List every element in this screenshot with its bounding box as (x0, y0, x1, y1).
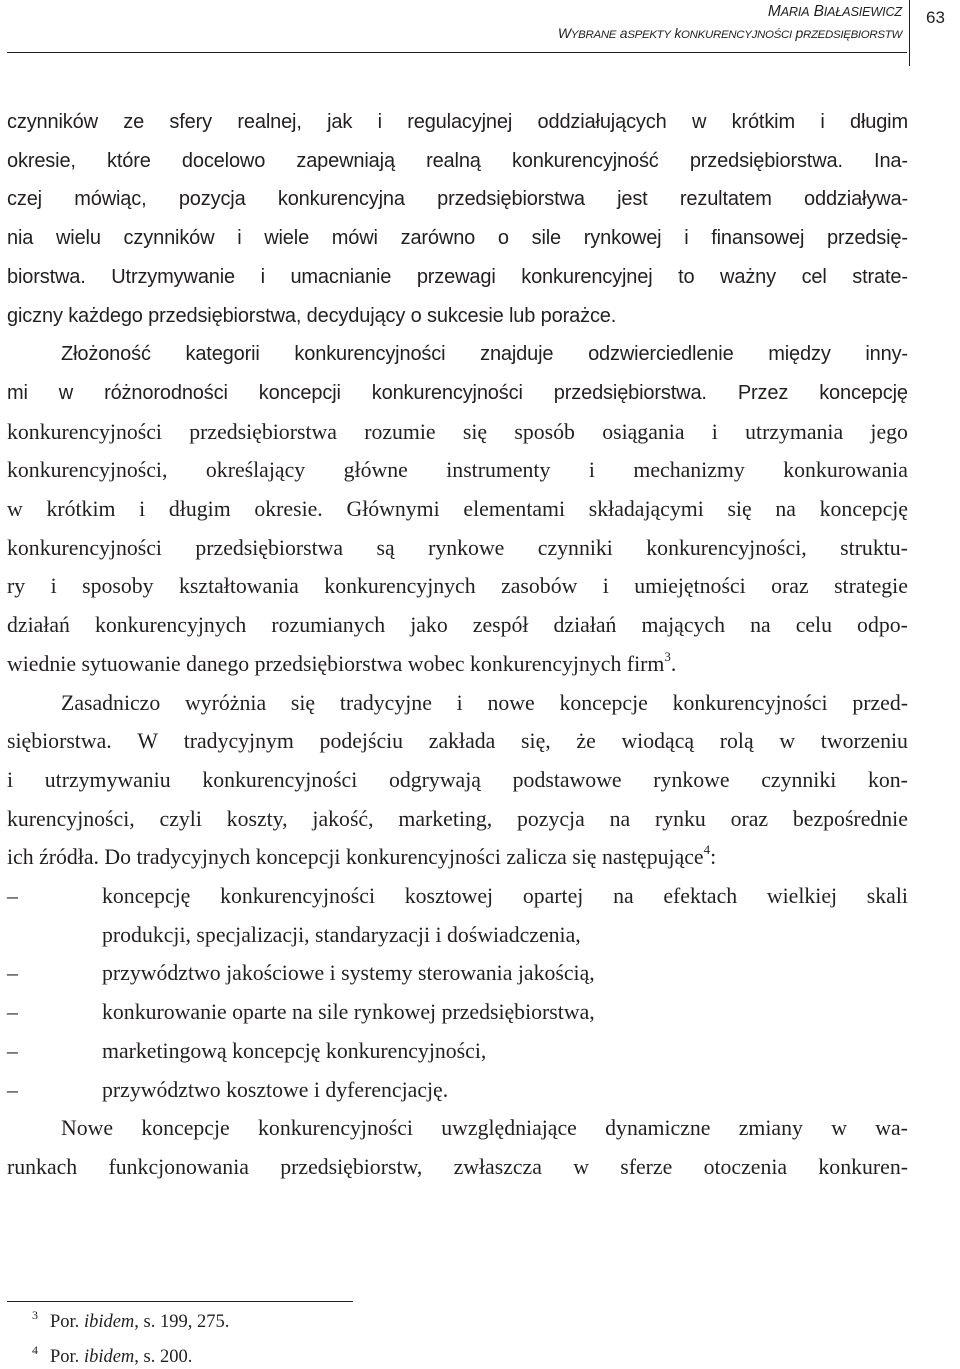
list-dash: – (7, 1000, 18, 1025)
text-line: Zasadniczo wyróżnia się tradycyjne i nowe koncepcje konkurencyjności przed- (61, 690, 908, 715)
list-dash: – (7, 1077, 18, 1102)
text-line: konkurencyjności przedsiębiorstwa rozumie się sposób osiągania i utrzymania jego (7, 419, 908, 444)
text-line: w krótkim i długim okresie. Głównymi elementami składającymi się na koncepcję (7, 497, 908, 521)
text-line: i utrzymywaniu konkurencyjności odgrywają podstawowe rynkowe czynniki kon- (7, 767, 908, 792)
header-rule (7, 52, 907, 53)
list-item: koncepcję konkurencyjności kosztowej opartej na efektach wielkiej skali (102, 884, 908, 908)
list-item: przywództwo kosztowe i dyferencjację. (102, 1077, 449, 1102)
text-line: konkurencyjności, określający główne instrumenty i mechanizmy konkurowania (7, 458, 908, 483)
text-line: ry i sposoby kształtowania konkurencyjnych zasobów i umiejętności oraz strategie (7, 574, 908, 599)
header-author: MARIA BIAŁASIEWICZ (767, 3, 902, 20)
list-dash: – (7, 961, 18, 986)
text-line: czej mówiąc, pozycja konkurencyjna przedsiębiorstwa jest rezultatem oddziaływa- (7, 188, 908, 211)
footnote-rule (7, 1301, 353, 1302)
text-line: okresie, które docelowo zapewniają realną konkurencyjność przedsiębiorstwa. Ina- (7, 149, 908, 172)
text-line: wiednie sytuowanie danego przedsiębiorstwa wobec konkurencyjnych firm$^3$. (7, 648, 677, 676)
text-line: Złożoność kategorii konkurencyjności znajduje odzwierciedlenie między inny- (61, 343, 908, 366)
text-line: mi w różnorodności koncepcji konkurencyjności przedsiębiorstwa. Przez koncepcję (7, 381, 908, 404)
page-number: 63 (926, 8, 945, 27)
header-title: WYBRANE aSPEKTY kONKURENCYJNOŚCI pRZEDSIĘBIORSTW (557, 25, 902, 41)
footnote-ref: 4 (703, 842, 711, 858)
list-dash: – (7, 884, 18, 908)
text-line: giczny każdego przedsiębiorstwa, decydujący o sukcesie lub porażce. (7, 304, 617, 327)
text-line: Nowe koncepcje konkurencyjności uwzględniające dynamiczne zmiany w wa- (61, 1116, 908, 1141)
footnote-ref: 3 (664, 648, 671, 664)
text-line: ich źródła. Do tradycyjnych koncepcji konkurencyjności zalicza się następujące$^4$: (7, 842, 717, 870)
header-vertical-rule (909, 0, 910, 66)
text-line: konkurencyjności przedsiębiorstwa są rynkowe czynniki konkurencyjności, struktu- (7, 535, 908, 560)
text-line: biorstwa. Utrzymywanie i umacnianie przewagi konkurencyjnej to ważny cel strate- (7, 265, 908, 288)
text-line: siębiorstwa. W tradycyjnym podejściu zakłada się, że wiodącą rolą w tworzeniu (7, 729, 908, 754)
text-line: runkach funkcjonowania przedsiębiorstw, zwłaszcza w sferze otoczenia konkuren- (7, 1154, 908, 1179)
list-item: przywództwo jakościowe i systemy sterowania jakością, (102, 961, 595, 986)
text-line: nia wielu czynników i wiele mówi zarówno o sile rynkowej i finansowej przedsię- (7, 227, 908, 250)
list-item: konkurowanie oparte na sile rynkowej przedsiębiorstwa, (102, 1000, 595, 1025)
running-header (0, 0, 960, 70)
text-line: kurencyjności, czyli koszty, jakość, marketing, pozycja na rynku oraz bezpośrednie (7, 806, 908, 831)
footnote-number: 4 (32, 1343, 38, 1357)
list-item-continuation: produkcji, specjalizacji, standaryzacji i doświadczenia, (102, 922, 581, 947)
text-line: działań konkurencyjnych rozumianych jako zespół działań mających na celu odpo- (7, 613, 908, 638)
list-dash: – (7, 1038, 18, 1063)
footnote-number: 3 (32, 1308, 38, 1322)
text-line: czynników ze sfery realnej, jak i regulacyjnej oddziałujących w krótkim i długim (7, 111, 908, 133)
list-item: marketingową koncepcję konkurencyjności, (102, 1038, 487, 1063)
